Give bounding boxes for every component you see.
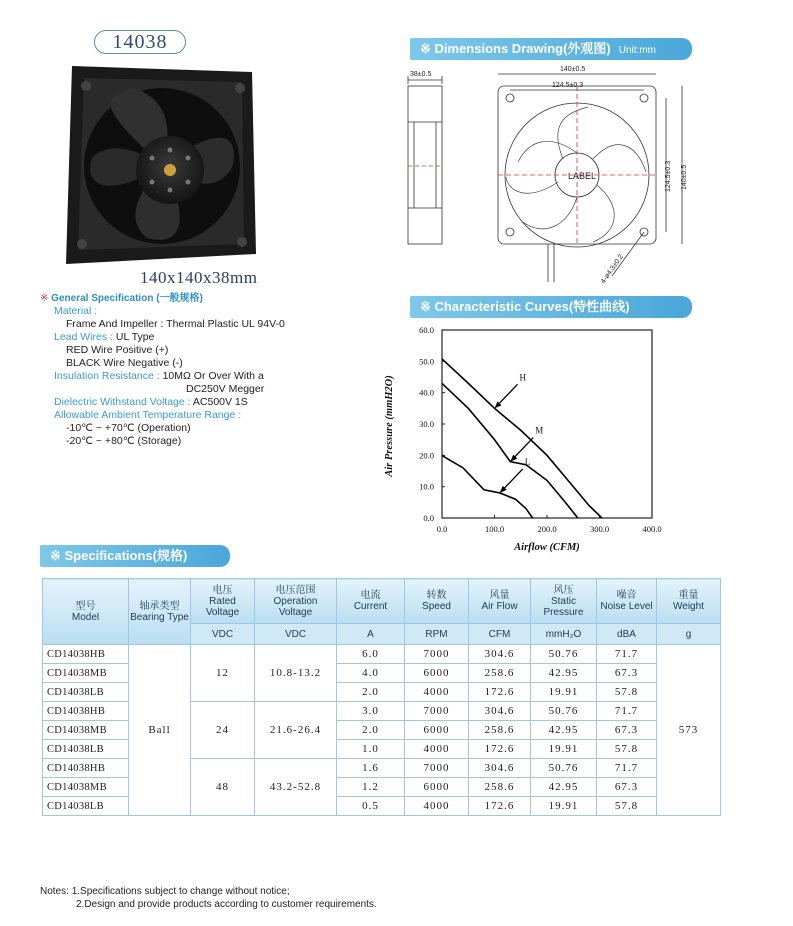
noise-cell: 57.8: [597, 683, 657, 702]
x-tick-label: 0.0: [436, 524, 448, 534]
column-unit: VDC: [191, 624, 255, 645]
specifications-title: Specifications(规格): [64, 548, 188, 563]
column-header-cn: 电流: [360, 590, 381, 601]
column-header-en: Model: [71, 611, 100, 623]
drawing-label: LABEL: [568, 171, 597, 181]
note-1: 1.Specifications subject to change without notice;: [71, 886, 290, 897]
column-header: [469, 579, 531, 624]
model-cell: CD14038LB: [43, 740, 129, 759]
dim-hole-span-h: 124.5±0.3: [552, 82, 584, 89]
speed-cell: 7000: [405, 759, 469, 778]
column-header-cn: 电压范围: [275, 584, 316, 596]
column-header: [43, 579, 129, 645]
noise-cell: 67.3: [597, 721, 657, 740]
fan-size: 140x140x38mm: [140, 268, 258, 287]
column-header-cn: 电压: [212, 584, 233, 596]
x-tick-label: 300.0: [589, 524, 610, 534]
noise-cell: 71.7: [597, 702, 657, 721]
column-unit: RPM: [405, 624, 469, 645]
model-cell: CD14038MB: [43, 721, 129, 740]
y-tick-label: 20.0: [419, 450, 434, 461]
header-mark-icon: ※: [50, 548, 65, 563]
voltage-range-cell: 10.8-13.2: [255, 645, 337, 702]
dim-depth: 38±0.5: [410, 71, 432, 78]
y-tick-label: 10.0: [419, 481, 434, 492]
voltage-range-cell: 21.6-26.4: [255, 702, 337, 759]
column-unit: A: [337, 624, 405, 645]
pressure-cell: 19.91: [531, 683, 597, 702]
column-unit: g: [657, 624, 721, 645]
speed-cell: 6000: [405, 721, 469, 740]
temp-storage: -20℃ ~ +80℃ (Storage): [66, 435, 182, 447]
column-header-en: Static Pressure: [543, 595, 584, 618]
column-header-en: Weight: [673, 601, 704, 612]
pressure-cell: 42.95: [531, 721, 597, 740]
airflow-cell: 304.6: [469, 702, 531, 721]
y-tick-label: 30.0: [419, 419, 434, 429]
column-header-en: Bearing Type: [130, 611, 189, 623]
y-tick-label: 40.0: [419, 387, 434, 398]
insulation-value-2: DC250V Megger: [186, 383, 265, 395]
current-cell: 6.0: [337, 645, 405, 664]
voltage-cell: 12: [191, 645, 255, 702]
model-cell: CD14038LB: [43, 797, 129, 816]
dimensions-unit: Unit:mm: [618, 45, 656, 56]
y-tick-label: 0.0: [423, 513, 434, 523]
notes: [40, 885, 377, 911]
column-header: [405, 579, 469, 624]
current-cell: 1.0: [337, 740, 405, 759]
airflow-cell: 258.6: [469, 778, 531, 797]
column-header: [337, 579, 405, 624]
speed-cell: 7000: [405, 702, 469, 721]
y-axis-label: Air Pressure (mmH2O): [384, 375, 395, 477]
notes-label: Notes:: [40, 886, 69, 897]
column-header-en: Air Flow: [481, 601, 518, 612]
y-tick-label: 60.0: [419, 325, 434, 335]
dim-height: 140±0.5: [681, 164, 688, 190]
column-header-cn: 噪音: [616, 590, 637, 601]
specifications-table: [42, 578, 721, 816]
model-cell: CD14038MB: [43, 664, 129, 683]
ambient-label: Allowable Ambient Temperature Range :: [54, 409, 242, 421]
airflow-cell: 258.6: [469, 664, 531, 683]
noise-cell: 71.7: [597, 759, 657, 778]
column-header-cn: 转数: [426, 590, 447, 601]
dim-holes: 4-ø4.3±0.2: [599, 253, 626, 286]
pressure-cell: 42.95: [531, 664, 597, 683]
header-mark-icon: ※: [40, 293, 52, 304]
voltage-cell: 48: [191, 759, 255, 816]
dim-width: 140±0.5: [560, 66, 586, 73]
series-line-l: [442, 456, 533, 518]
model-cell: CD14038HB: [43, 702, 129, 721]
model-cell: CD14038HB: [43, 759, 129, 778]
column-header-cn: 风量: [489, 590, 510, 601]
column-header-cn: 重量: [678, 590, 699, 601]
general-specification: [40, 292, 285, 448]
airflow-cell: 258.6: [469, 721, 531, 740]
column-header-en: Current: [353, 601, 388, 612]
table-header-row: [43, 579, 721, 624]
y-tick-label: 50.0: [419, 356, 434, 367]
x-tick-label: 200.0: [537, 524, 557, 534]
column-unit: CFM: [469, 624, 531, 645]
column-unit: VDC: [255, 624, 337, 645]
model-cell: CD14038LB: [43, 683, 129, 702]
column-header-en: Operation Voltage: [273, 595, 318, 618]
column-header: [191, 579, 255, 624]
header-mark-icon: ※: [420, 299, 435, 314]
airflow-cell: 172.6: [469, 683, 531, 702]
current-cell: 3.0: [337, 702, 405, 721]
general-title: General Specification: [51, 293, 154, 304]
specifications-header: [40, 545, 230, 567]
header-mark-icon: ※: [420, 41, 435, 56]
x-tick-label: 400.0: [642, 524, 662, 534]
speed-cell: 4000: [405, 683, 469, 702]
series-pointer-arrow: [502, 469, 523, 491]
temp-operation: -10℃ ~ +70℃ (Operation): [66, 422, 191, 434]
dim-hole-span-v: 124.5±0.3: [665, 160, 672, 192]
column-header: [597, 579, 657, 624]
noise-cell: 67.3: [597, 664, 657, 683]
pressure-cell: 19.91: [531, 740, 597, 759]
column-header-cn: 型号: [75, 600, 96, 612]
speed-cell: 7000: [405, 645, 469, 664]
dielectric-value: AC500V 1S: [192, 396, 248, 408]
curves-title: Characteristic Curves(特性曲线): [434, 299, 630, 314]
current-cell: 1.2: [337, 778, 405, 797]
pressure-cell: 19.91: [531, 797, 597, 816]
lead-value: UL Type: [115, 331, 155, 343]
table-row: [43, 645, 721, 664]
noise-cell: 67.3: [597, 778, 657, 797]
current-cell: 2.0: [337, 721, 405, 740]
speed-cell: 6000: [405, 664, 469, 683]
column-header: [531, 579, 597, 624]
insulation-label: Insulation Resistance :: [54, 370, 160, 382]
airflow-cell: 172.6: [469, 740, 531, 759]
material-value: Frame And Impeller : Thermal Plastic UL 94V-0: [66, 318, 285, 330]
pressure-cell: 50.76: [531, 645, 597, 664]
current-cell: 4.0: [337, 664, 405, 683]
pressure-cell: 50.76: [531, 702, 597, 721]
weight-cell: 573: [657, 645, 721, 816]
column-unit: mmH₂O: [531, 624, 597, 645]
plot-frame: [442, 330, 652, 518]
noise-cell: 57.8: [597, 797, 657, 816]
model-title: 14038: [94, 30, 186, 54]
series-pointer-arrow: [497, 384, 518, 406]
column-header: [129, 579, 191, 645]
airflow-cell: 304.6: [469, 759, 531, 778]
noise-cell: 71.7: [597, 645, 657, 664]
x-tick-label: 100.0: [484, 524, 505, 534]
speed-cell: 6000: [405, 778, 469, 797]
column-header: [657, 579, 721, 624]
column-header-en: Speed: [422, 601, 451, 612]
lead-label: Lead Wires :: [54, 331, 113, 343]
airflow-cell: 304.6: [469, 645, 531, 664]
column-header: [255, 579, 337, 624]
model-cell: CD14038MB: [43, 778, 129, 797]
current-cell: 2.0: [337, 683, 405, 702]
voltage-cell: 24: [191, 702, 255, 759]
general-title-cn: (一般规格): [156, 293, 203, 304]
series-label: L: [524, 456, 531, 467]
speed-cell: 4000: [405, 797, 469, 816]
characteristic-chart: [380, 320, 680, 555]
fan-photo: [52, 58, 260, 268]
noise-cell: 57.8: [597, 740, 657, 759]
dimensions-title: Dimensions Drawing(外观图): [434, 41, 611, 56]
material-label: Material :: [54, 305, 98, 317]
note-2: 2.Design and provide products according to customer requirements.: [76, 899, 377, 910]
column-header-cn: 风压: [553, 584, 574, 596]
red-wire: RED Wire Positive (+): [66, 344, 169, 356]
dielectric-label: Dielectric Withstand Voltage :: [54, 396, 191, 408]
model-cell: CD14038HB: [43, 645, 129, 664]
voltage-range-cell: 43.2-52.8: [255, 759, 337, 816]
column-header-en: Noise Level: [600, 601, 653, 612]
black-wire: BLACK Wire Negative (-): [66, 357, 183, 369]
series-label: M: [535, 425, 544, 436]
speed-cell: 4000: [405, 740, 469, 759]
dimensions-header: [410, 38, 692, 60]
insulation-value: 10MΩ Or Over With a: [162, 370, 264, 382]
dimensions-drawing: [398, 62, 708, 292]
pressure-cell: 42.95: [531, 778, 597, 797]
x-axis-label: Airflow (CFM): [514, 542, 580, 553]
pressure-cell: 50.76: [531, 759, 597, 778]
series-label: H: [519, 372, 526, 383]
column-header-en: Rated Voltage: [205, 595, 240, 618]
series-line-h: [442, 359, 602, 518]
airflow-cell: 172.6: [469, 797, 531, 816]
column-unit: dBA: [597, 624, 657, 645]
bearing-cell: Ball: [129, 645, 191, 816]
curves-header: [410, 296, 692, 318]
column-header-cn: 轴承类型: [139, 600, 180, 612]
current-cell: 1.6: [337, 759, 405, 778]
current-cell: 0.5: [337, 797, 405, 816]
